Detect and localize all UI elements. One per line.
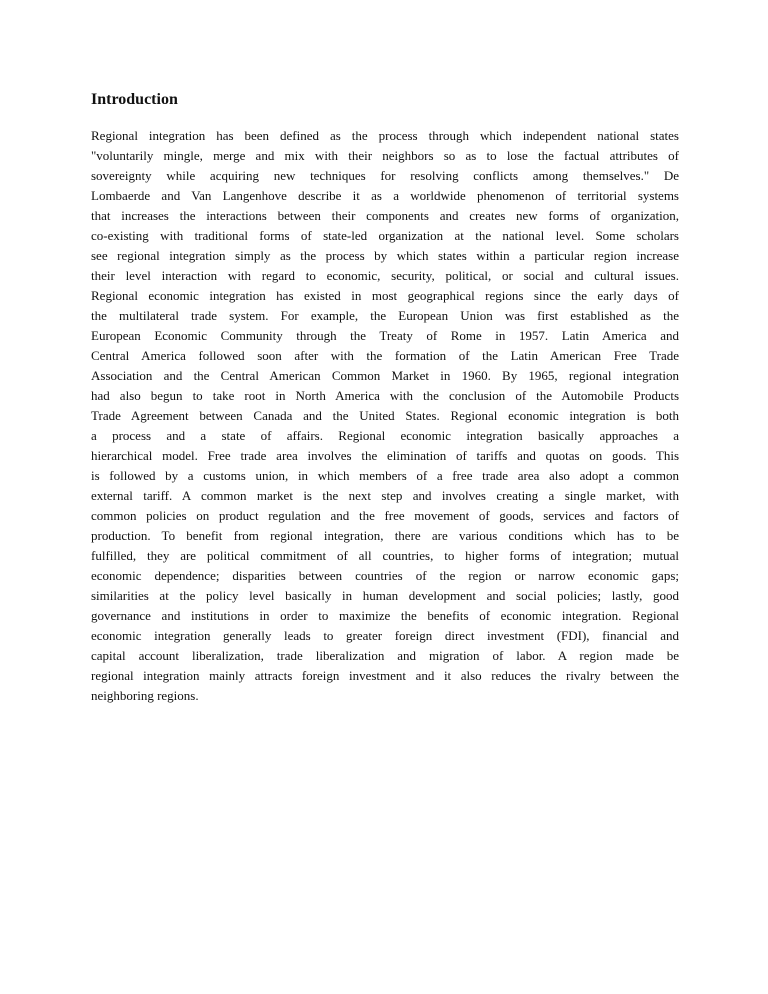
paragraph-line: similarities at the policy level basically in human development and social policies; lastly, good bbox=[91, 588, 679, 603]
paragraph-line: hierarchical model. Free trade area involves the elimination of tariffs and quotas on goods. This bbox=[91, 448, 679, 463]
paragraph-line: European Economic Community through the Treaty of Rome in 1957. Latin America and bbox=[91, 328, 679, 343]
body-paragraph bbox=[91, 126, 679, 706]
paragraph-line: common policies on product regulation and the free movement of goods, services and factors of bbox=[91, 508, 679, 523]
paragraph-line: the multilateral trade system. For example, the European Union was first established as the bbox=[91, 308, 679, 323]
paragraph-line: Lombaerde and Van Langenhove describe it as a worldwide phenomenon of territorial systems bbox=[91, 188, 679, 203]
paragraph-line: neighboring regions. bbox=[91, 688, 199, 703]
paragraph-line: had also begun to take root in North America with the conclusion of the Automobile Products bbox=[91, 388, 679, 403]
paragraph-line: regional integration mainly attracts foreign investment and it also reduces the rivalry between the bbox=[91, 668, 679, 683]
paragraph-line: Association and the Central American Common Market in 1960. By 1965, regional integration bbox=[91, 368, 679, 383]
paragraph-line: Regional integration has been defined as the process through which independent national states bbox=[91, 128, 679, 143]
paragraph-line: Regional economic integration has existed in most geographical regions since the early days of bbox=[91, 288, 679, 303]
paragraph-line: production. To benefit from regional integration, there are various conditions which has to be bbox=[91, 528, 679, 543]
paragraph-line: that increases the interactions between their components and creates new forms of organization, bbox=[91, 208, 679, 223]
paragraph-line: a process and a state of affairs. Regional economic integration basically approaches a bbox=[91, 428, 679, 443]
paragraph-line: external tariff. A common market is the next step and involves creating a single market, with bbox=[91, 488, 679, 503]
paragraph-line: sovereignty while acquiring new techniques for resolving conflicts among themselves." De bbox=[91, 168, 679, 183]
paragraph-line: see regional integration simply as the process by which states within a particular region increase bbox=[91, 248, 679, 263]
paragraph-line: Trade Agreement between Canada and the United States. Regional economic integration is both bbox=[91, 408, 679, 423]
paragraph-line: Central America followed soon after with the formation of the Latin American Free Trade bbox=[91, 348, 679, 363]
paragraph-line: is followed by a customs union, in which members of a free trade area also adopt a common bbox=[91, 468, 679, 483]
paragraph-line: fulfilled, they are political commitment of all countries, to higher forms of integration; mutual bbox=[91, 548, 679, 563]
paragraph-line: co-existing with traditional forms of state-led organization at the national level. Some scholars bbox=[91, 228, 679, 243]
paragraph-line: their level interaction with regard to economic, security, political, or social and cultural issues. bbox=[91, 268, 679, 283]
paragraph-line: "voluntarily mingle, merge and mix with their neighbors so as to lose the factual attributes of bbox=[91, 148, 679, 163]
paragraph-line: economic dependence; disparities between countries of the region or narrow economic gaps; bbox=[91, 568, 679, 583]
paragraph-line: governance and institutions in order to maximize the benefits of economic integration. Regional bbox=[91, 608, 679, 623]
paragraph-line: economic integration generally leads to greater foreign direct investment (FDI), financial and bbox=[91, 628, 679, 643]
section-heading: Introduction bbox=[91, 91, 178, 108]
paragraph-line: capital account liberalization, trade liberalization and migration of labor. A region made be bbox=[91, 648, 679, 663]
